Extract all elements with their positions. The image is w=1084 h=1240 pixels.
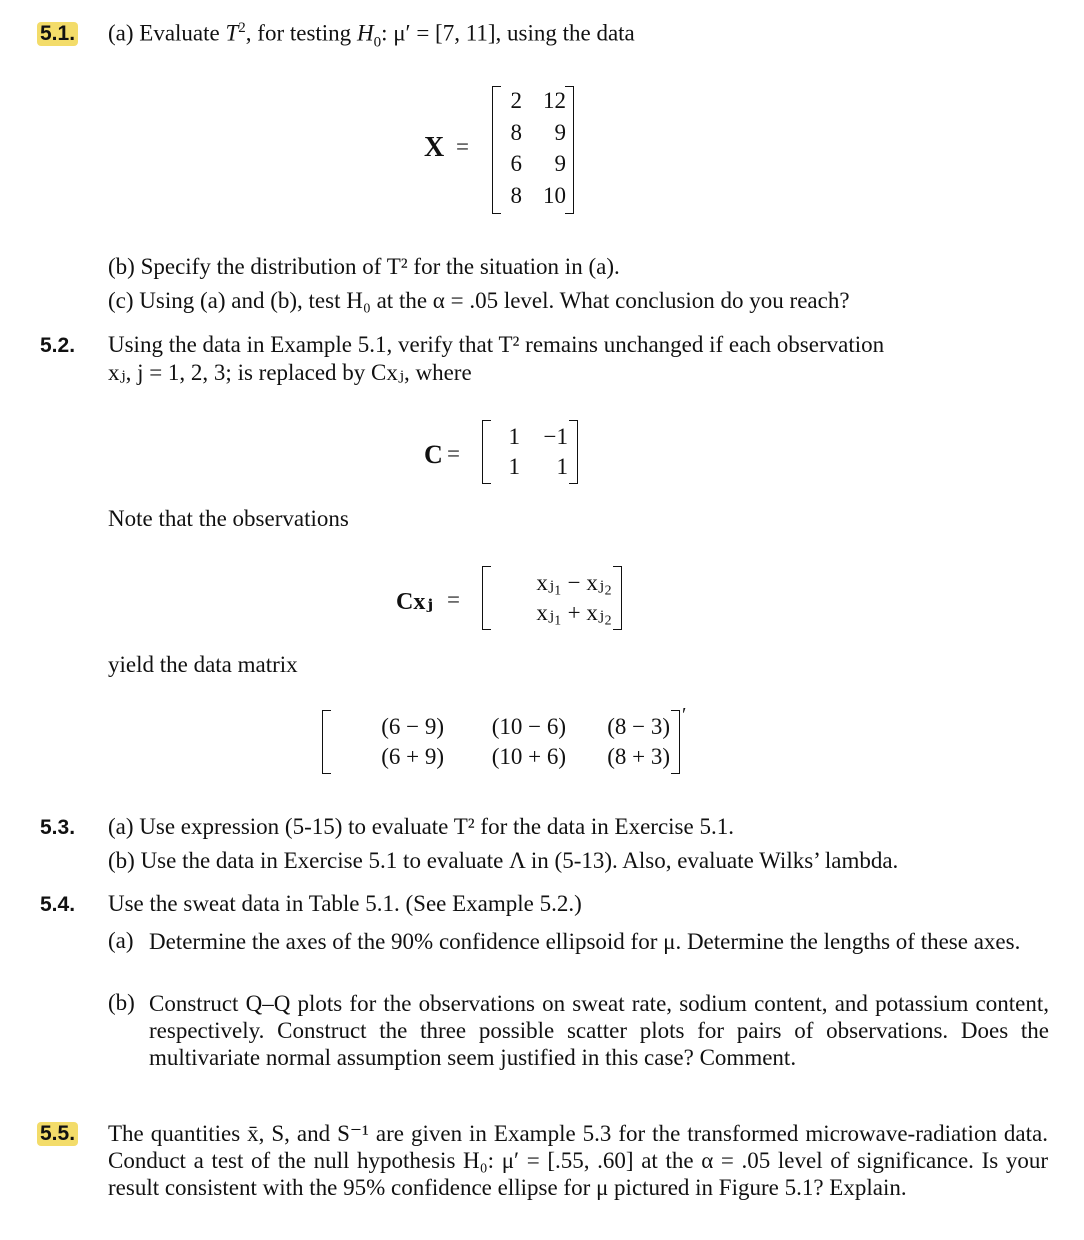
data-matrix-cell: (8 + 3) (607, 744, 670, 769)
exercise-5-4-intro: Use the sweat data in Table 5.1. (See Example 5.2.) (108, 891, 582, 916)
exercise-5-3-part-a: (a) Use expression (5-15) to evaluate T² for the data in Exercise 5.1. (108, 814, 734, 839)
note-text: Note that the observations (108, 506, 349, 531)
exercise-number-5-4: 5.4. (40, 893, 76, 916)
matrix-C-cell: −1 (543, 424, 568, 449)
matrix-X-cell: 2 (510, 88, 522, 113)
exercise-5-3-part-b: (b) Use the data in Exercise 5.1 to evaluate Λ in (5-13). Also, evaluate Wilks’ lambda. (108, 848, 899, 873)
matrix-C (482, 420, 578, 484)
equals-sign: = (447, 587, 460, 612)
matrix-X-cell: 8 (510, 182, 522, 208)
matrix-Cx-label: Cxⱼ (396, 589, 433, 615)
equals-sign: = (456, 134, 469, 159)
data-matrix-cell: (10 − 6) (491, 714, 566, 739)
data-matrix-cell: (6 − 9) (381, 714, 444, 739)
matrix-C-label: C (424, 440, 443, 469)
transpose-mark: ′ (682, 704, 687, 726)
data-matrix-cell: (8 − 3) (607, 714, 670, 739)
exercise-number-5-3: 5.3. (40, 816, 76, 839)
exercise-5-1-part-a: (a) Evaluate $T^2$, for testing $H_0$: μ′ = [7, 11], using the data (108, 20, 635, 51)
data-matrix (322, 710, 680, 774)
exercise-5-4-a-label: (a) (108, 928, 134, 953)
exercise-5-4-b-label: (b) (108, 990, 135, 1015)
exercise-5-2-line-2: xⱼ, j = 1, 2, 3; is replaced by Cxⱼ, where (108, 360, 472, 385)
matrix-X-cell: 9 (554, 119, 566, 145)
matrix-Cx-cell: xⱼ₁ − xⱼ₂ (536, 570, 612, 595)
matrix-X-cell: 8 (510, 119, 522, 145)
equals-sign: = (447, 441, 460, 466)
matrix-X-cell: 12 (543, 88, 566, 113)
matrix-X-cell: 10 (543, 182, 566, 208)
exercise-5-1-part-b: (b) Specify the distribution of T² for the situation in (a). (108, 254, 620, 279)
yield-text: yield the data matrix (108, 652, 298, 677)
exercise-number-5-5: 5.5. (37, 1122, 78, 1146)
matrix-X-cell: 6 (510, 151, 522, 176)
matrix-X-cell: 9 (554, 151, 566, 176)
matrix-Cx (482, 566, 622, 630)
data-matrix-cell: (6 + 9) (381, 744, 444, 769)
exercise-5-2-line-1: Using the data in Example 5.1, verify that T² remains unchanged if each observation (108, 332, 885, 357)
matrix-C-cell: 1 (556, 454, 568, 479)
matrix-X (492, 86, 574, 214)
exercise-5-4-part-a: Determine the axes of the 90% confidence ellipsoid for μ. Determine the lengths of these axes. (149, 929, 1021, 954)
matrix-C-cell: 1 (508, 424, 520, 449)
exercise-5-5-text: The quantities x̄, S, and S⁻¹ are given in Example 5.3 for the transformed microwave-radiation data. Conduct a test of the null hypothesis H₀: μ′ = [.55, .60] at the α = .05 level of significance. Is your result consistent with the 95% confidence ellipse for μ pictured in Figure 5.1? Explain. (108, 1121, 1048, 1200)
exercise-5-4-part-b: Construct Q–Q plots for the observations on sweat rate, sodium content, and potassium content, respectively. Construct the three possible scatter plots for pairs of observations. Does the multivariate normal assumption seem justified in this case? Comment. (149, 991, 1049, 1070)
exercise-5-1-part-c: (c) Using (a) and (b), test H₀ at the α = .05 level. What conclusion do you reach? (108, 288, 850, 313)
exercise-number-5-2: 5.2. (40, 334, 76, 357)
matrix-X-label: X (424, 132, 445, 163)
exercise-number-5-1: 5.1. (37, 22, 78, 46)
matrix-C-cell: 1 (508, 454, 520, 479)
data-matrix-cell: (10 + 6) (491, 744, 566, 769)
matrix-Cx-cell: xⱼ₁ + xⱼ₂ (536, 600, 612, 625)
